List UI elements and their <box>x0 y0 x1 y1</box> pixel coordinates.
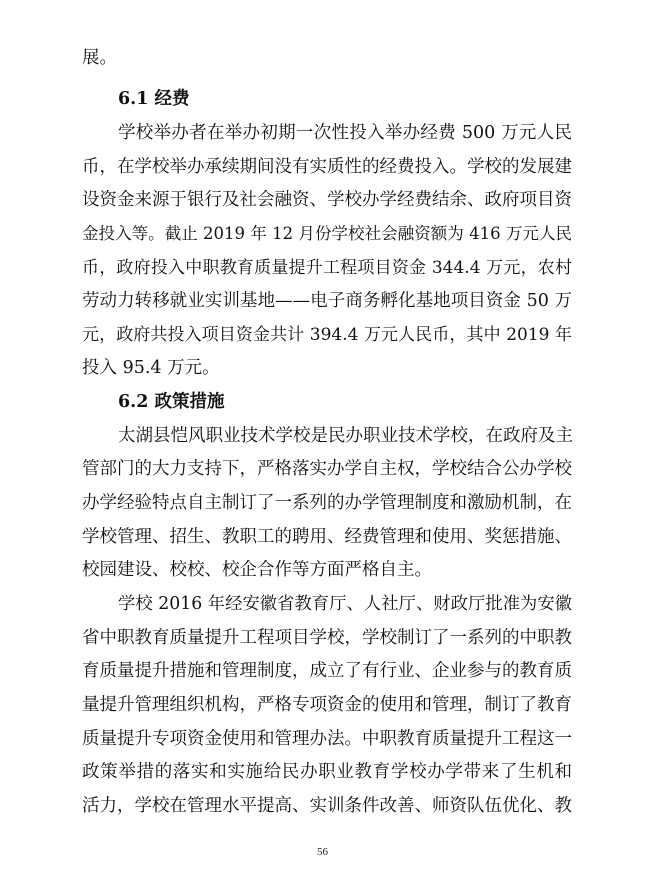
paragraph-line: 劳动力转移就业实训基地——电子商务孵化基地项目资金 50 万 <box>82 291 572 311</box>
section-heading-6-1: 6.1 经费 <box>118 89 190 109</box>
paragraph-line: 元，政府共投入项目资金共计 394.4 万元人民币，其中 2019 年 <box>82 325 572 345</box>
paragraph-line: 学校管理、招生、教职工的聘用、经费管理和使用、奖惩措施、 <box>82 527 572 547</box>
section-heading-6-2: 6.2 政策措施 <box>118 392 225 412</box>
paragraph-line: 币，在学校举办承续期间没有实质性的经费投入。学校的发展建 <box>82 157 572 177</box>
paragraph-line: 设资金来源于银行及社会融资、学校办学经费结余、政府项目资 <box>82 190 572 210</box>
paragraph-line: 金投入等。截止 2019 年 12 月份学校社会融资额为 416 万元人民 <box>82 224 572 243</box>
paragraph-line: 办学经验特点自主制订了一系列的办学管理制度和激励机制，在 <box>82 493 572 513</box>
paragraph-line: 学校举办者在举办初期一次性投入举办经费 500 万元人民 <box>118 123 572 143</box>
paragraph-line: 质量提升专项资金使用和管理办法。中职教育质量提升工程这一 <box>82 729 572 749</box>
paragraph-line: 投入 95.4 万元。 <box>82 358 220 378</box>
paragraph-line: 校园建设、校校、校企合作等方面严格自主。 <box>82 560 432 580</box>
paragraph-line: 政策举措的落实和实施给民办职业教育学校办学带来了生机和 <box>82 762 572 782</box>
continued-text-fragment: 展。 <box>82 48 117 68</box>
paragraph-line: 管部门的大力支持下，严格落实办学自主权，学校结合公办学校 <box>82 459 572 479</box>
paragraph-line: 量提升管理组织机构，严格专项资金的使用和管理，制订了教育 <box>82 695 572 715</box>
paragraph-line: 育质量提升措施和管理制度，成立了有行业、企业参与的教育质 <box>82 661 572 681</box>
paragraph-line: 太湖县恺风职业技术学校是民办职业技术学校，在政府及主 <box>118 426 573 446</box>
page-number: 56 <box>317 846 328 858</box>
paragraph-line: 币，政府投入中职教育质量提升工程项目资金 344.4 万元，农村 <box>82 258 572 278</box>
paragraph-line: 省中职教育质量提升工程项目学校，学校制订了一系列的中职教 <box>82 628 572 648</box>
paragraph-line: 学校 2016 年经安徽省教育厅、人社厅、财政厅批准为安徽 <box>118 594 572 614</box>
paragraph-line: 活力，学校在管理水平提高、实训条件改善、师资队伍优化、教 <box>82 796 572 816</box>
